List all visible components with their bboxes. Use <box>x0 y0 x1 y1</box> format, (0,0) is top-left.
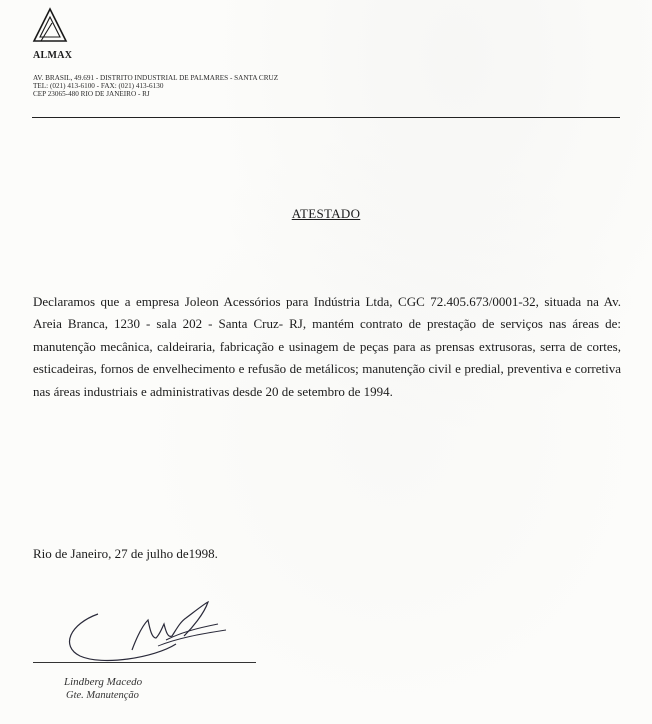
handwritten-signature <box>58 584 248 680</box>
document-title: ATESTADO <box>291 206 361 221</box>
place-date: Rio de Janeiro, 27 de julho de1998. <box>33 546 218 561</box>
company-phone: TEL: (021) 413-6100 - FAX: (021) 413-6130 <box>33 82 164 90</box>
signatory-role: Gte. Manutenção <box>66 690 139 701</box>
signatory-name: Lindberg Macedo <box>64 676 143 688</box>
company-brand: ALMAX <box>33 50 73 61</box>
document-body: Declaramos que a empresa Joleon Acessórios para Indústria Ltda, CGC 72.405.673/0001-32, situada na Av. Areia Branca, 1230 - sala 202 - Santa Cruz- RJ, mantém contrato de prestação de serviços nas áreas de: manutenção mecânica, caldeiraria, fabricação e usinagem de peças para as prensas extrusoras, serra de cortes, esticadeiras, fornos de envelhecimento e refusão de metálicos; manutenção civil e predial, preventiva e corretiva nas áreas industriais e administrativas desde 20 de setembro de 1994. <box>33 294 621 399</box>
almax-logo-icon <box>32 7 68 45</box>
company-cep: CEP 23065-480 RIO DE JANEIRO - RJ <box>33 90 150 98</box>
header-divider <box>32 117 620 118</box>
company-address: AV. BRASIL, 49.691 - DISTRITO INDUSTRIAL DE PALMARES - SANTA CRUZ <box>33 74 279 82</box>
signature-line <box>33 662 256 663</box>
